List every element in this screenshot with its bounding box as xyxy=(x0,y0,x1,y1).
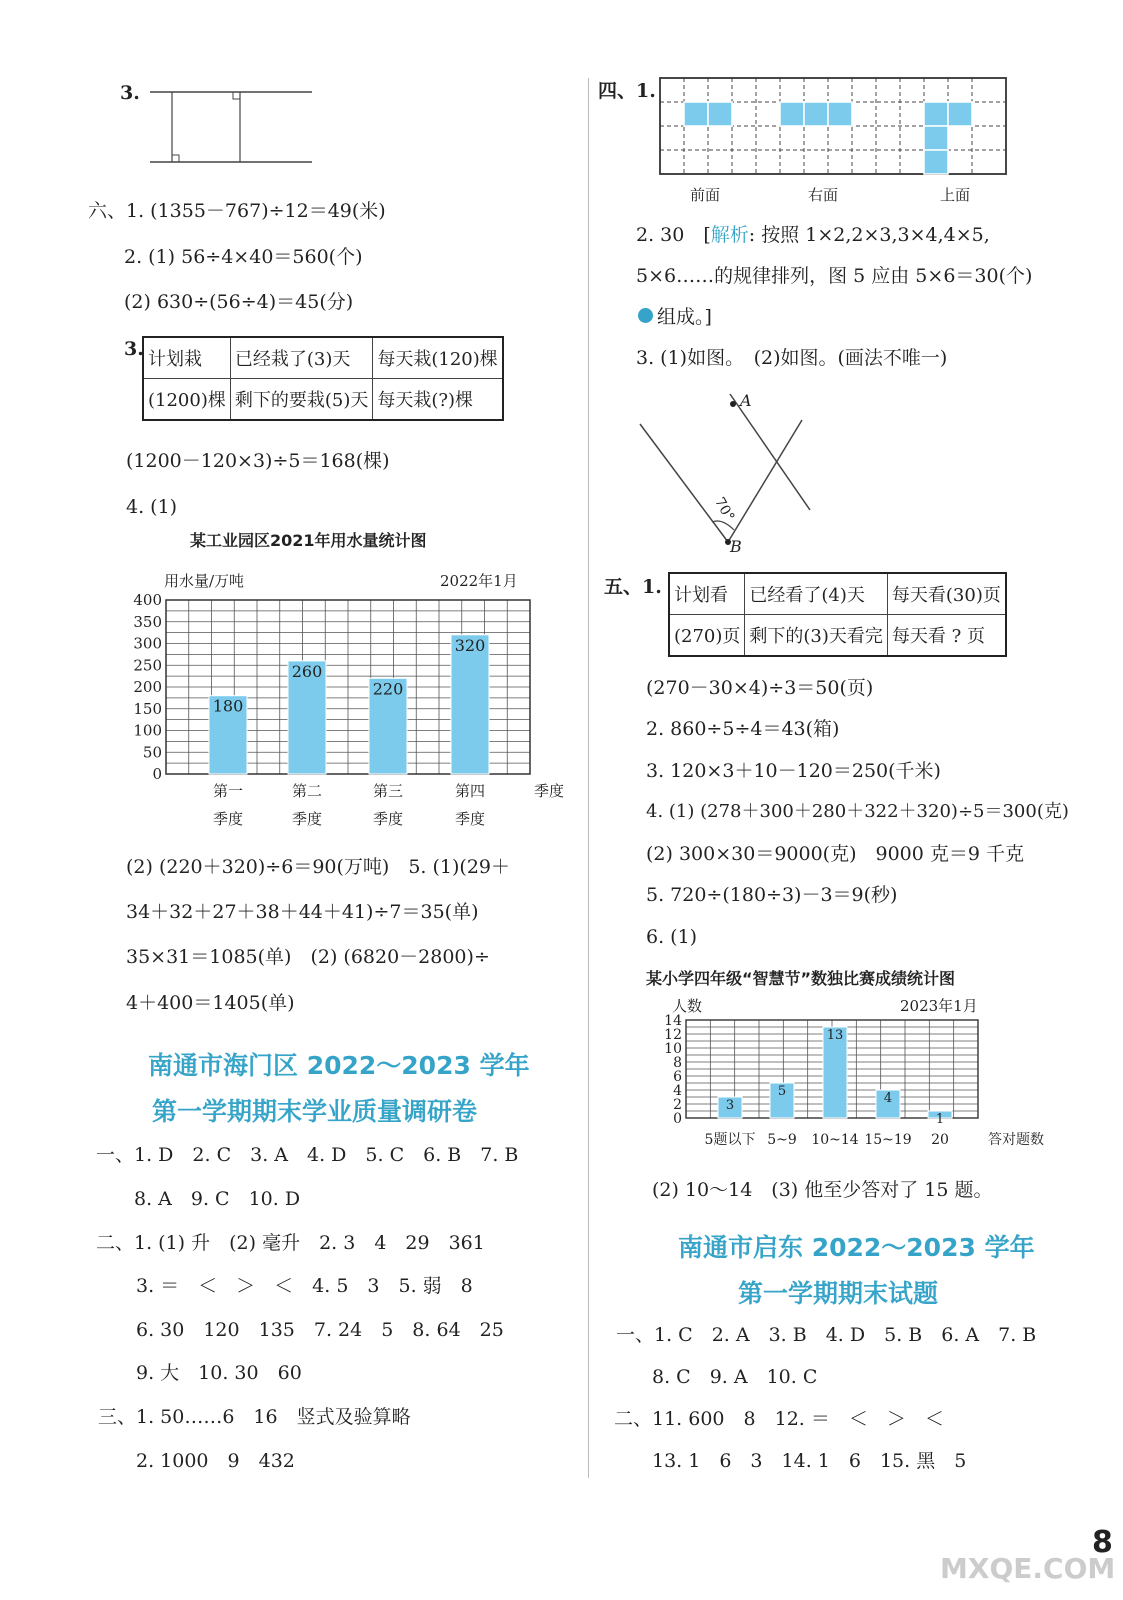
x-tick-label-top: 第二 xyxy=(291,782,323,800)
data-label: 4 xyxy=(883,1091,893,1106)
section-heading-qidong-2: 第一学期期末试题 xyxy=(738,1279,939,1308)
data-label: 260 xyxy=(291,661,323,681)
y-tick-label: 2 xyxy=(673,1097,682,1113)
view-label-front: 前面 xyxy=(690,186,721,204)
data-label: 3 xyxy=(725,1098,735,1113)
section-heading-haimen-1: 南通市海门区 2022～2023 学年 xyxy=(148,1051,530,1080)
y-tick-label: 300 xyxy=(133,634,162,653)
sudoku-score-bar-chart xyxy=(640,1014,1080,1152)
y-tick-label: 400 xyxy=(133,591,162,609)
y-tick-label: 10 xyxy=(664,1041,682,1057)
x-tick-label: 5题以下 xyxy=(704,1132,756,1148)
y-tick-label: 6 xyxy=(673,1069,682,1085)
table-row xyxy=(143,379,503,421)
qidong-ans-row3: 二、11. 600 8 12. ＝ ＜ ＞ ＜ xyxy=(614,1408,944,1430)
table-cell: 计划栽 xyxy=(143,337,230,379)
column-divider xyxy=(588,78,589,1478)
x-tick-label-top: 第四 xyxy=(454,782,486,800)
section-heading-haimen-2: 第一学期期末学业质量调研卷 xyxy=(152,1097,478,1126)
x-axis-unit: 季度 xyxy=(534,782,565,800)
x-tick-label-bottom: 季度 xyxy=(454,810,486,828)
s6-line3: (2) 630÷(56÷4)＝45(分) xyxy=(124,291,354,313)
plan-table-pages xyxy=(668,572,1007,657)
x-tick-label-bottom: 季度 xyxy=(212,810,244,828)
table-cell: 已经看了(4)天 xyxy=(745,573,888,615)
x-tick-label: 15~19 xyxy=(864,1132,912,1148)
analysis-tag: 解析 xyxy=(710,224,749,246)
chart2-title: 某小学四年级“智慧节”数独比赛成绩统计图 xyxy=(646,969,956,988)
s6-line5: 4. (1) xyxy=(126,496,178,518)
s6-line2: 2. (1) 56÷4×40＝560(个) xyxy=(124,246,363,268)
x-tick-label-bottom: 季度 xyxy=(291,810,323,828)
angle-drawing xyxy=(630,380,830,560)
y-tick-label: 250 xyxy=(133,656,162,675)
angle-label: 70° xyxy=(711,494,738,525)
x-tick-label: 5~9 xyxy=(767,1132,797,1148)
point-label-a: A xyxy=(740,391,752,410)
s4-q2-line2: 5×6……的规律排列，图 5 应由 5×6＝30(个) xyxy=(636,265,1033,287)
y-tick-label: 100 xyxy=(133,721,162,740)
table-cell: (1200)棵 xyxy=(143,379,230,421)
s5-line2: 2. 860÷5÷4＝43(箱) xyxy=(646,718,840,740)
table-cell: 剩下的(3)天看完 xyxy=(745,615,888,657)
y-tick-label: 4 xyxy=(673,1083,682,1099)
qidong-ans-row1: 一、1. C 2. A 3. B 4. D 5. B 6. A 7. B xyxy=(616,1324,1037,1346)
table-cell: 每天栽(120)棵 xyxy=(373,337,503,379)
y-tick-label: 0 xyxy=(673,1111,682,1127)
haimen-ans-row5: 6. 30 120 135 7. 24 5 8. 64 25 xyxy=(136,1319,504,1341)
chart1-date: 2022年1月 xyxy=(440,572,518,590)
x-axis-unit: 答对题数 xyxy=(988,1132,1044,1148)
chart1-title: 某工业园区2021年用水量统计图 xyxy=(190,531,427,550)
y-tick-label: 350 xyxy=(133,612,162,631)
data-label: 1 xyxy=(935,1112,945,1127)
three-view-grid xyxy=(656,76,1012,182)
y-tick-label: 8 xyxy=(673,1055,682,1071)
s5-label: 五、1. xyxy=(604,576,662,598)
s5-line5: (2) 300×30＝9000(克) 9000 克＝9 千克 xyxy=(646,843,1025,865)
plan-table-trees xyxy=(142,336,504,421)
table-cell: 计划看 xyxy=(669,573,745,615)
s4-q2-rest: : 按照 1×2,2×3,3×4,4×5, xyxy=(748,224,990,246)
data-label: 220 xyxy=(372,679,404,699)
after-line1: (2) (220＋320)÷6＝90(万吨) 5. (1)(29＋ xyxy=(126,856,510,878)
view-label-top: 上面 xyxy=(940,186,971,204)
y-tick-label: 200 xyxy=(133,678,162,696)
s6-line4: (1200－120×3)÷5＝168(棵) xyxy=(126,450,390,472)
s4-label: 四、1. xyxy=(598,80,656,102)
table-row xyxy=(143,337,503,379)
s4-q2-prefix: 2. 30 [ xyxy=(636,224,711,246)
haimen-ans-row1: 一、1. D 2. C 3. A 4. D 5. C 6. B 7. B xyxy=(96,1144,519,1166)
table-cell: 剩下的要栽(5)天 xyxy=(230,379,373,421)
x-tick-label: 20 xyxy=(931,1132,949,1148)
data-label: 5 xyxy=(777,1084,787,1099)
table-row xyxy=(669,615,1006,657)
data-label: 13 xyxy=(826,1028,844,1043)
qidong-ans-row2: 8. C 9. A 10. C xyxy=(652,1366,818,1388)
table-cell: 每天看 ? 页 xyxy=(887,615,1005,657)
section-heading-qidong-1: 南通市启东 2022～2023 学年 xyxy=(678,1233,1035,1262)
qidong-ans-row4: 13. 1 6 3 14. 1 6 15. 黑 5 xyxy=(652,1450,967,1472)
table-cell: 已经栽了(3)天 xyxy=(230,337,373,379)
perpendicular-figure xyxy=(148,84,318,168)
s5-line4: 4. (1) (278＋300＋280＋322＋320)÷5＝300(克) xyxy=(646,801,1069,822)
chart2-date: 2023年1月 xyxy=(900,997,978,1015)
x-tick-label-top: 第一 xyxy=(212,782,244,800)
y-tick-label: 0 xyxy=(152,765,162,783)
water-usage-bar-chart xyxy=(120,590,570,835)
y-tick-label: 14 xyxy=(664,1014,682,1029)
x-tick-label-top: 第三 xyxy=(372,782,404,800)
view-label-right: 右面 xyxy=(808,186,839,204)
y-tick-label: 12 xyxy=(664,1027,682,1043)
data-label: 320 xyxy=(454,635,486,655)
data-label: 180 xyxy=(212,696,244,716)
s5-line6: 5. 720÷(180÷3)－3＝9(秒) xyxy=(646,884,898,906)
chart1-ylabel: 用水量/万吨 xyxy=(164,572,245,590)
q3-label: 3. xyxy=(120,82,140,104)
s5-line3: 3. 120×3＋10－120＝250(千米) xyxy=(646,760,941,782)
table-cell: 每天看(30)页 xyxy=(887,573,1005,615)
haimen-ans-row8: 2. 1000 9 432 xyxy=(136,1450,295,1472)
haimen-ans-row3: 二、1. (1) 升 (2) 毫升 2. 3 4 29 361 xyxy=(96,1232,485,1254)
after-line4: 4＋400＝1405(单) xyxy=(126,992,295,1014)
haimen-ans-row7: 三、1. 50……6 16 竖式及验算略 xyxy=(98,1406,411,1428)
page-number: 8 xyxy=(1092,1525,1113,1560)
watermark: MXQE.COM xyxy=(940,1552,1116,1585)
haimen-ans-row6: 9. 大 10. 30 60 xyxy=(136,1362,302,1384)
bar xyxy=(451,635,489,774)
table-cell: 每天栽(?)棵 xyxy=(373,379,503,421)
table-cell: (270)页 xyxy=(669,615,745,657)
s5-line8: (2) 10～14 (3) 他至少答对了 15 题。 xyxy=(652,1179,993,1201)
s4-q2-line3 xyxy=(638,308,712,327)
s4-q2-end: 组成。] xyxy=(657,306,712,328)
s4-q2-line1 xyxy=(636,226,990,245)
x-tick-label-bottom: 季度 xyxy=(372,810,404,828)
haimen-ans-row2: 8. A 9. C 10. D xyxy=(134,1188,301,1210)
s4-q3: 3. (1)如图。 (2)如图。(画法不唯一) xyxy=(636,347,948,369)
blue-dot-icon xyxy=(638,308,653,323)
y-tick-label: 150 xyxy=(133,699,162,718)
x-tick-label: 10~14 xyxy=(811,1132,859,1148)
after-line3: 35×31＝1085(单) (2) (6820－2800)÷ xyxy=(126,946,490,968)
s6-line1: 六、1. (1355－767)÷12＝49(米) xyxy=(88,200,386,222)
chart2-ylabel: 人数 xyxy=(672,997,703,1015)
s5-line7: 6. (1) xyxy=(646,926,698,948)
after-line2: 34＋32＋27＋38＋44＋41)÷7＝35(单) xyxy=(126,901,479,923)
point-label-b: B xyxy=(730,537,742,556)
table-row xyxy=(669,573,1006,615)
s5-line1: (270－30×4)÷3＝50(页) xyxy=(646,677,874,699)
y-tick-label: 50 xyxy=(142,743,162,762)
s6-q3-label: 3. xyxy=(124,338,144,360)
haimen-ans-row4: 3. ＝ ＜ ＞ ＜ 4. 5 3 5. 弱 8 xyxy=(136,1275,473,1297)
